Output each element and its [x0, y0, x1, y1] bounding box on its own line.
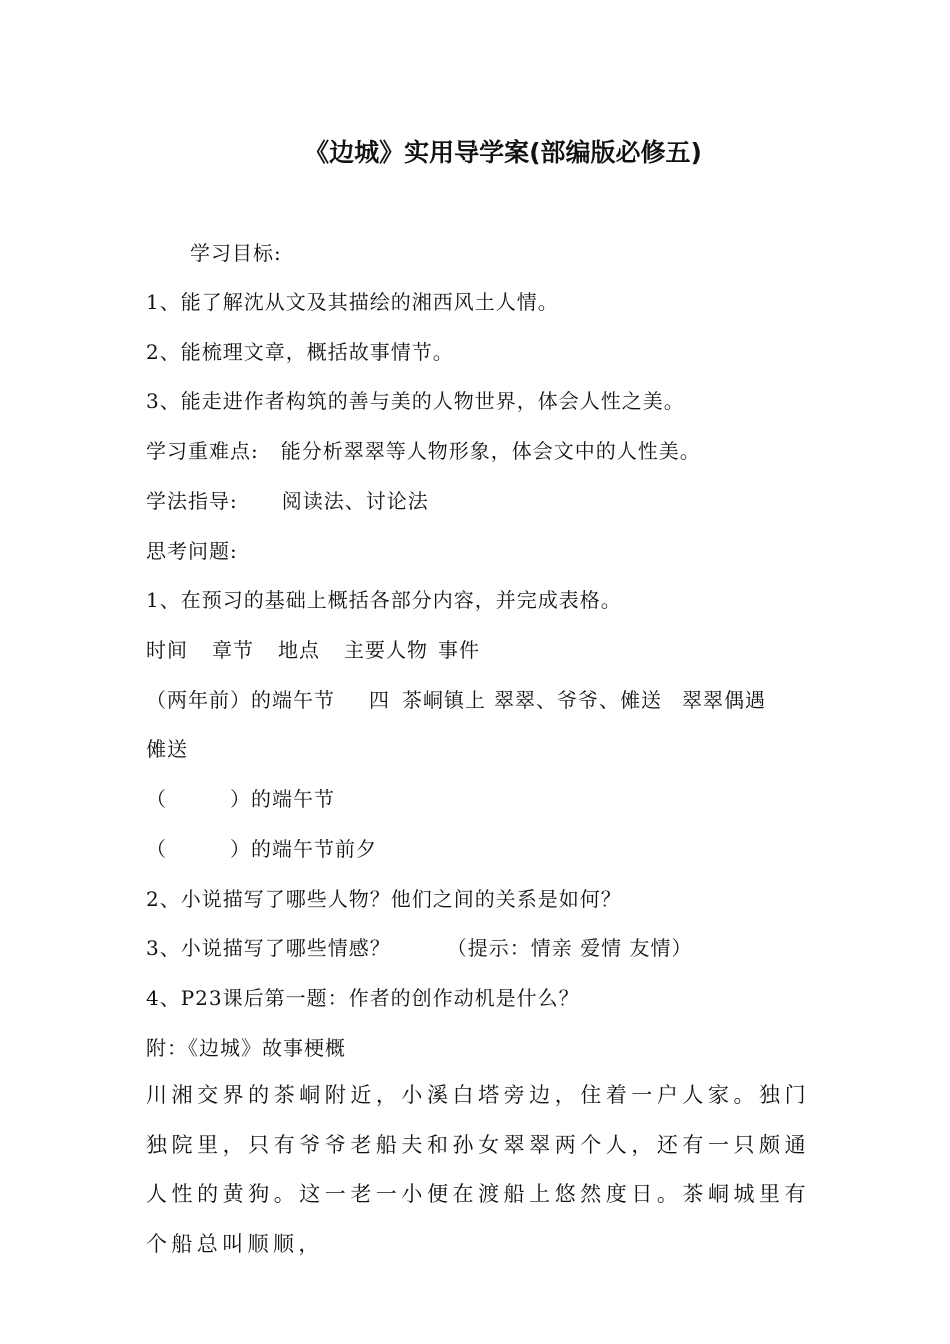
table-header-people: 主要人物: [344, 638, 428, 662]
objectives-heading: 学习目标:: [190, 241, 282, 265]
key-points-label: 学习重难点:: [146, 439, 259, 463]
question-3: 3、小说描写了哪些情感？: [146, 936, 391, 960]
table-row-2-time: （ ）的端午节: [146, 787, 335, 811]
key-points-line: [146, 436, 701, 466]
objective-item-1: 1、能了解沈从文及其描绘的湘西风土人情。: [146, 290, 559, 314]
question-4: 4、P23课后第一题：作者的创作动机是什么？: [146, 986, 580, 1010]
story-summary-paragraph: 川湘交界的茶峒附近，小溪白塔旁边，住着一户人家。独门独院里，只有爷爷老船夫和孙女翠翠两个人，还有一只颇通人性的黄狗。这一老一小便在渡船上悠然度日。茶峒城里有个船总叫顺顺，: [146, 1083, 810, 1256]
table-header-row: [146, 635, 480, 665]
table-row-3-time: （ ）的端午节前夕: [146, 837, 377, 861]
table-header-chapter: 章节: [212, 638, 254, 662]
table-row-1-people: 翠翠、爷爷、傩送: [494, 688, 662, 712]
method-text: 阅读法、讨论法: [281, 489, 429, 513]
table-row-1-chapter: 四: [369, 688, 390, 712]
document-title: 《边城》实用导学案(部编版必修五): [304, 138, 702, 167]
table-row-1-time: （两年前）的端午节: [146, 688, 335, 712]
key-points-text: 能分析翠翠等人物形象，体会文中的人性美。: [280, 439, 701, 463]
objective-item-3: 3、能走进作者构筑的善与美的人物世界，体会人性之美。: [146, 389, 685, 413]
table-header-place: 地点: [278, 638, 320, 662]
table-row-1-event: 翠翠偶遇: [682, 688, 766, 712]
table-row-1-event-continued: 傩送: [146, 737, 188, 761]
appendix-heading: 附：《边城》故事梗概: [146, 1036, 346, 1060]
question-3-hint: （提示：情亲 爱情 友情）: [446, 936, 693, 960]
objective-item-2: 2、能梳理文章，概括故事情节。: [146, 340, 454, 364]
question-1: 1、在预习的基础上概括各部分内容，并完成表格。: [146, 588, 622, 612]
question-3-line: [146, 933, 692, 963]
table-row-1: [146, 685, 766, 715]
method-line: [146, 486, 429, 516]
method-label: 学法指导:: [146, 489, 238, 513]
table-header-time: 时间: [146, 638, 188, 662]
question-2: 2、小说描写了哪些人物？他们之间的关系是如何？: [146, 887, 622, 911]
table-row-1-place: 茶峒镇上: [402, 688, 486, 712]
table-header-event: 事件: [438, 638, 480, 662]
questions-heading: 思考问题:: [146, 539, 238, 563]
